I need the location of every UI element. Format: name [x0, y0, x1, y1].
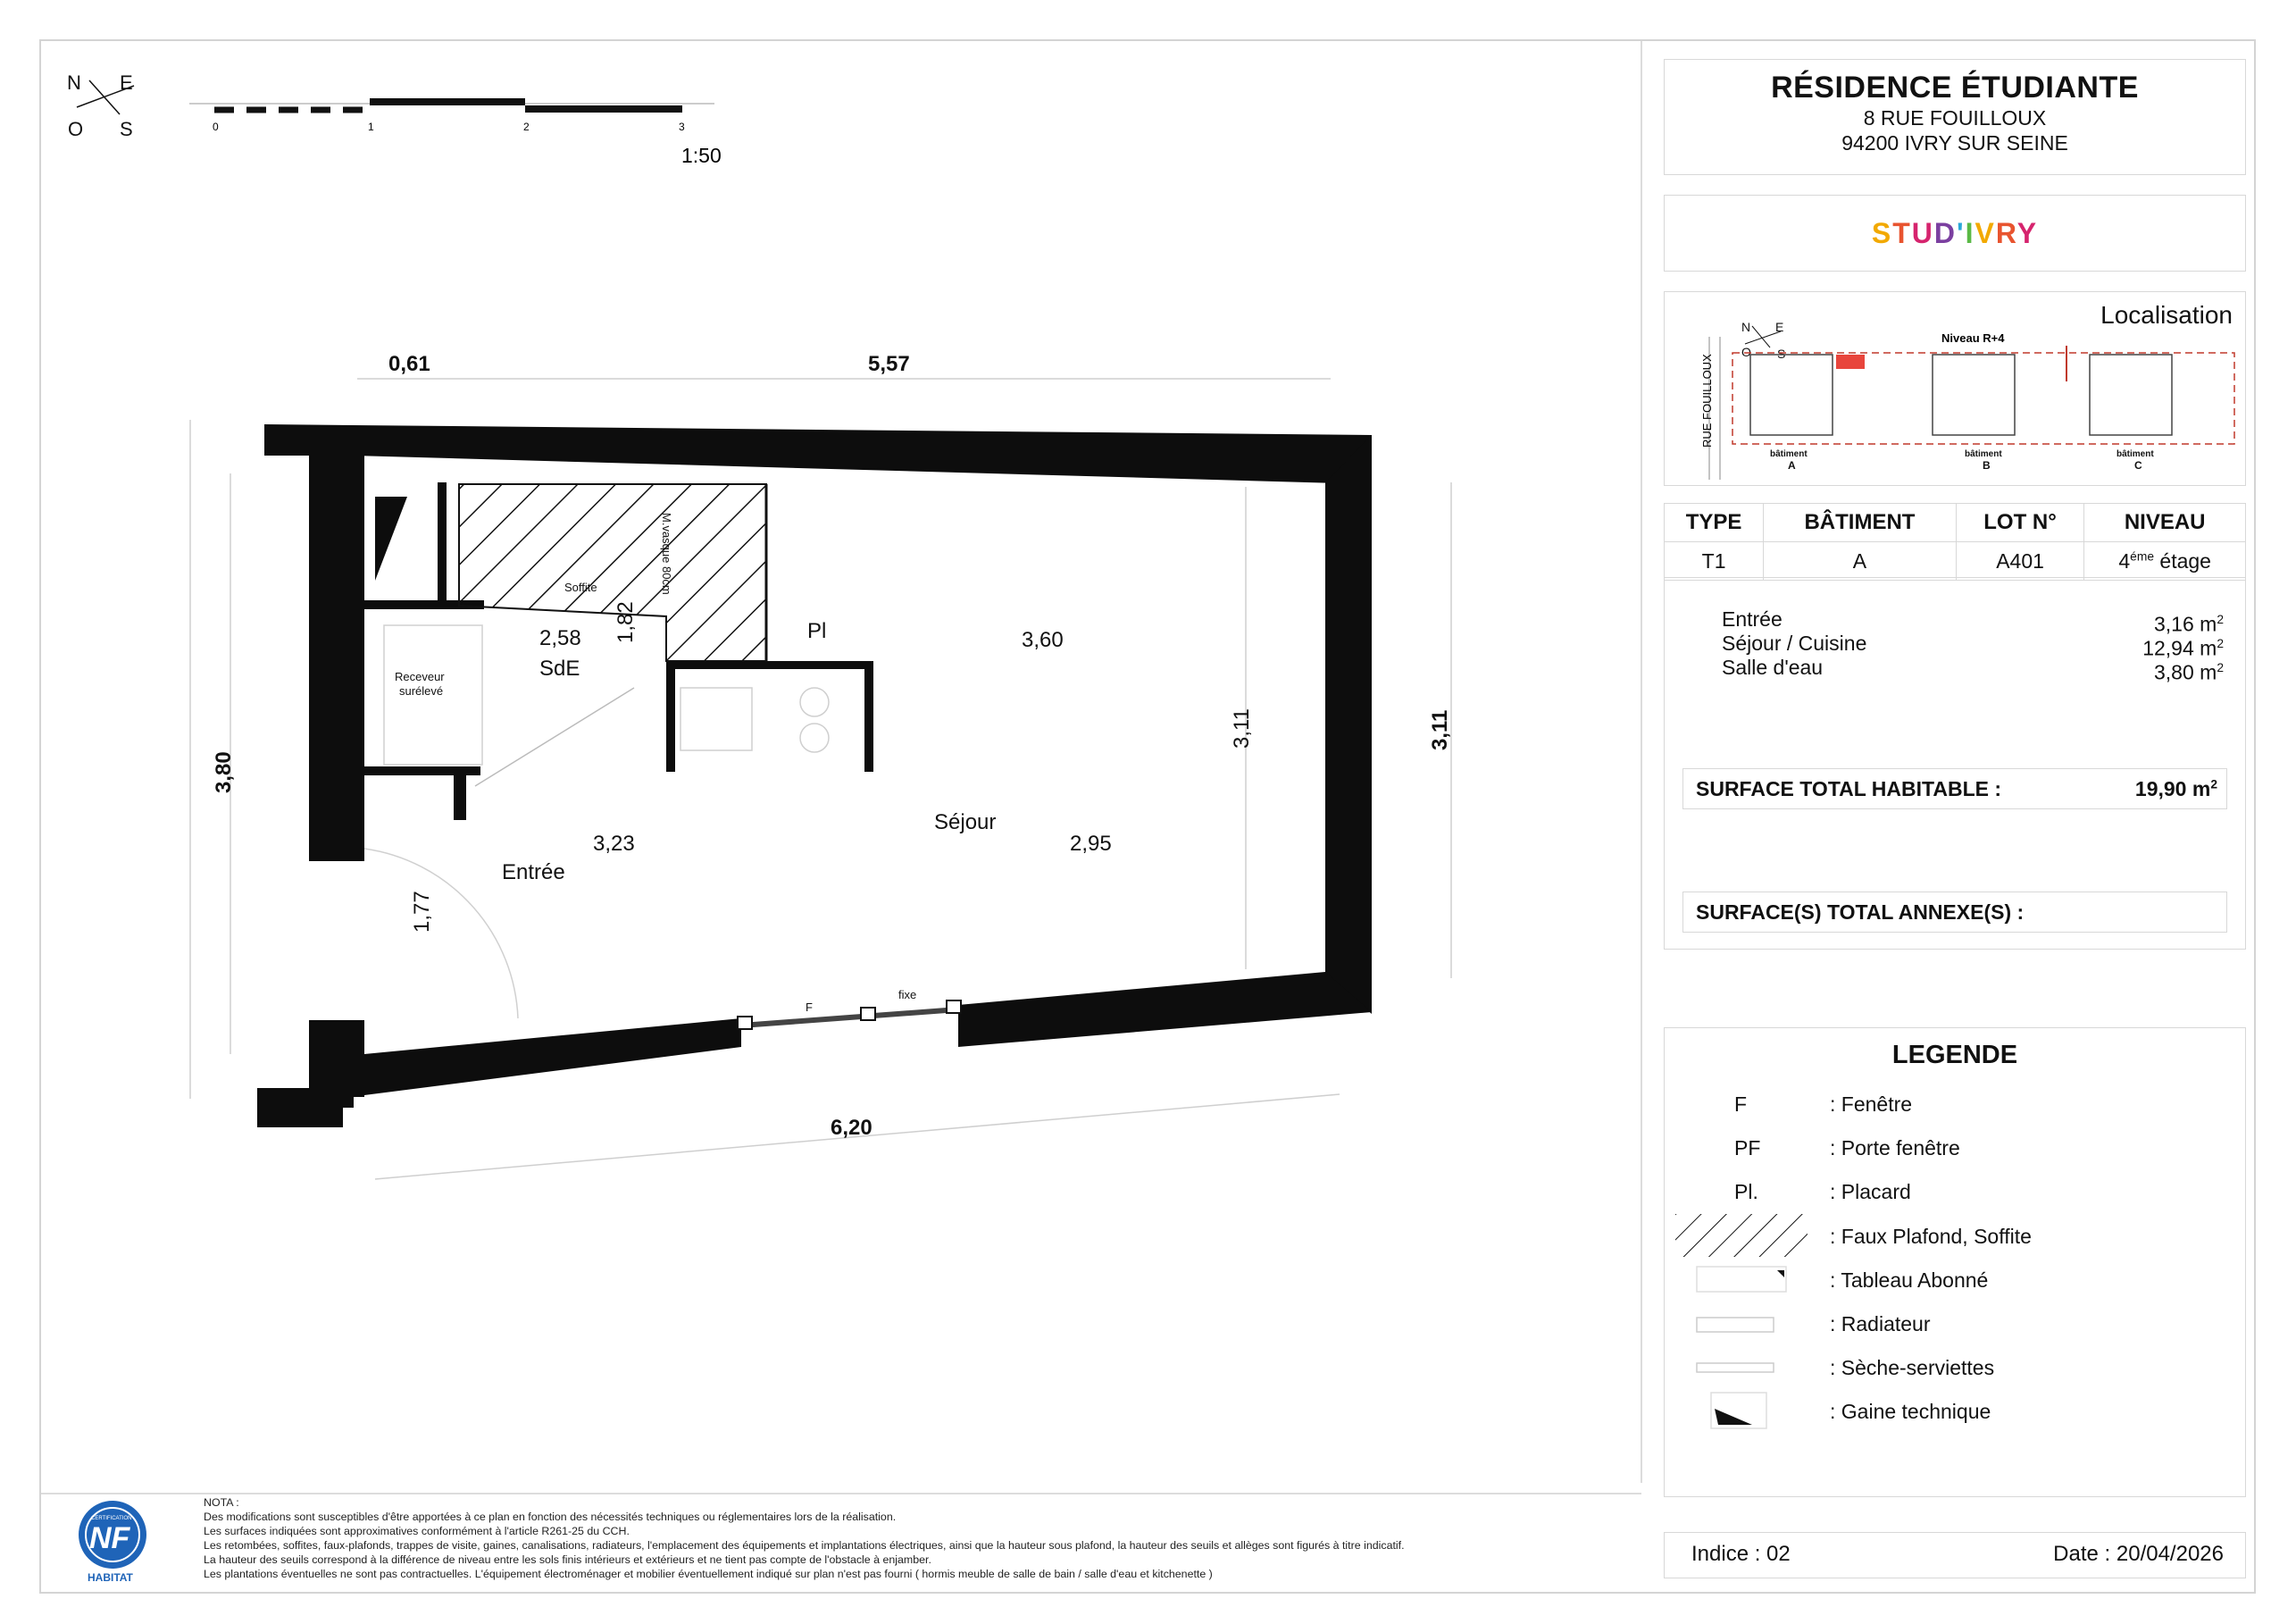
scale-tick-3: 3	[679, 121, 685, 133]
building-a-name: A	[1788, 459, 1796, 472]
note-line: Les plantations éventuelles ne sont pas contractuelles. L'équipement électroménager et mobilier éventuellement indiqué sur plan n'est pas fourni ( hormis meuble de salle de bain / salle d'eau et kitchenette )	[204, 1568, 1213, 1580]
note-line: Les retombées, soffites, faux-plafonds, trappes de visite, gaines, canalisations, radiateurs, l'emplacement des équipements et implantations électriques, ainsi que la hauteur sous plafond, la hauteur des seuils et allèges sont figurés à titre indicatif.	[204, 1539, 1405, 1552]
date: Date : 20/04/2026	[2053, 1542, 2224, 1566]
street-label: RUE FOUILLOUX	[1700, 354, 1714, 448]
legend-title: LEGENDE	[1891, 1041, 2018, 1069]
plan-compass	[67, 71, 134, 140]
batiment-value: A	[1764, 542, 1957, 581]
address-line-2: 94200 IVRY SUR SEINE	[1841, 131, 2068, 155]
legend-item-pf: PF : Porte fenêtre	[1734, 1136, 1960, 1159]
building-a-top: bâtiment	[1770, 449, 1808, 459]
note-title: NOTA :	[204, 1496, 239, 1509]
col-type: TYPE	[1665, 504, 1764, 542]
scale-tick-0: 0	[213, 121, 219, 133]
legend-item-gaine: : Gaine technique	[1665, 1394, 2245, 1430]
label-vasque: M.vasque 80cm	[660, 513, 673, 595]
address-line-1: 8 RUE FOUILLOUX	[1863, 106, 2047, 130]
room-sde: SdE	[539, 657, 580, 681]
dim-right-inner: 3,11	[1230, 708, 1254, 749]
room-sejour: Séjour	[934, 810, 997, 834]
hatch-icon	[1675, 1214, 1809, 1259]
scale-bar	[189, 98, 722, 167]
building-c-name: C	[2134, 459, 2142, 472]
dim-entree-width: 3,23	[593, 832, 635, 856]
scale-ratio: 1:50	[681, 144, 722, 167]
dim-sde-height: 1,82	[614, 601, 638, 643]
legend-panel	[1664, 1027, 2246, 1497]
lot-value: A401	[1956, 542, 2084, 581]
nf-label: HABITAT	[88, 1571, 133, 1584]
lot-info-table	[1665, 504, 2245, 581]
type-value: T1	[1665, 542, 1764, 581]
dim-bottom: 6,20	[831, 1116, 872, 1140]
label-sureleve: surélevé	[399, 684, 444, 698]
towel-dryer-icon	[1695, 1351, 1793, 1386]
building-c-top: bâtiment	[2116, 449, 2154, 459]
soffit-hatch	[459, 484, 766, 661]
label-window-fixe: fixe	[898, 988, 917, 1001]
nf-ring-text: CERTIFICATION	[91, 1516, 132, 1521]
surface-annexe-box	[1682, 892, 2227, 933]
lot-highlight	[1836, 355, 1865, 369]
legend-item-pl: Pl. : Placard	[1734, 1180, 1911, 1203]
building-outlines	[1750, 355, 2172, 435]
sde-door-leaf	[475, 688, 634, 786]
radiator-icon	[1695, 1307, 1793, 1343]
scale-tick-2: 2	[523, 121, 530, 133]
site-compass-s: S	[1777, 347, 1786, 361]
scale-tick-1: 1	[368, 121, 374, 133]
legend-item-seche: : Sèche-serviettes	[1665, 1351, 2245, 1386]
surface-row: Entrée 3,16 $m^2$	[1722, 607, 2224, 636]
surface-annexe-label: SURFACE(S) TOTAL ANNEXE(S) :	[1696, 900, 2025, 924]
site-plan	[1665, 292, 2245, 485]
compass-o: O	[68, 118, 84, 140]
footer-panel	[1664, 1532, 2246, 1578]
level-label: Niveau R+4	[1941, 331, 2005, 345]
legal-note	[204, 1495, 1632, 1581]
residence-title: RÉSIDENCE ÉTUDIANTE	[1771, 71, 2139, 105]
building-b-top: bâtiment	[1965, 449, 2002, 459]
studivry-logo	[1665, 217, 2245, 250]
duct-icon	[1709, 1391, 1808, 1432]
compass-e: E	[120, 71, 133, 94]
building-b-name: B	[1983, 459, 1991, 472]
niveau-value: $4^{éme}$ étage	[2118, 548, 2211, 573]
legend-item-soffite: : Faux Plafond, Soffite	[1665, 1219, 2245, 1255]
header-panel	[1664, 59, 2246, 175]
brand-panel	[1664, 195, 2246, 272]
nf-habitat-logo	[79, 1501, 146, 1584]
dim-entry-door: 1,77	[410, 891, 434, 933]
logo-text: STUD'IVRY	[1871, 217, 2039, 249]
info-panel	[1664, 503, 2246, 950]
dim-top-main: 5,57	[868, 352, 910, 376]
dim-left: 3,80	[212, 751, 236, 793]
note-line: Des modifications sont susceptibles d'être apportées à ce plan en fonction des nécessités techniques ou réglementaires lors de la réalisation.	[204, 1511, 897, 1523]
dim-sejour-depth: 2,95	[1070, 832, 1112, 856]
legend-item-tableau: : Tableau Abonné	[1665, 1263, 2245, 1299]
room-entree: Entrée	[502, 860, 565, 884]
surface-total-box	[1682, 768, 2227, 809]
dim-sejour-width: 3,60	[1022, 628, 1064, 652]
surface-row: Salle d'eau 3,80 $m^2$	[1722, 656, 2224, 684]
technical-duct	[375, 497, 407, 581]
site-compass-o: O	[1741, 345, 1751, 359]
note-line: La hauteur des seuils correspond à la différence de niveau entre les sols finis intérieurs et extérieurs et ne tient pas compte de l'obstacle à enjamber.	[204, 1553, 931, 1566]
dim-right-outer: 3,11	[1428, 709, 1452, 750]
dim-top-left: 0,61	[388, 352, 430, 376]
label-receveur: Receveur	[395, 670, 445, 683]
site-compass-n: N	[1741, 320, 1751, 334]
surface-total-value: 19,90 $m^2$	[2134, 777, 2217, 800]
legend-item-radiateur: : Radiateur	[1665, 1307, 2245, 1343]
window-f[interactable]	[738, 1000, 961, 1029]
legend-item-f: F : Fenêtre	[1734, 1092, 1913, 1116]
site-boundary	[1732, 353, 2234, 444]
building-labels	[1770, 449, 2154, 472]
panel-icon	[1695, 1263, 1793, 1299]
note-line: Les surfaces indiquées sont approximatives conformément à l'article R261-25 du CCH.	[204, 1525, 630, 1537]
compass-n: N	[67, 71, 81, 94]
nf-text: NF	[89, 1521, 130, 1555]
label-soffite: Soffite	[564, 581, 597, 594]
entry-door-arc	[364, 849, 518, 1018]
localisation-panel	[1664, 291, 2246, 486]
localisation-title: Localisation	[2100, 301, 2233, 329]
col-lot: LOT N°	[1956, 504, 2084, 542]
col-niveau: NIVEAU	[2084, 504, 2245, 542]
indice: Indice : 02	[1691, 1542, 1791, 1566]
label-window-f: F	[806, 1000, 813, 1014]
surface-row: Séjour / Cuisine 12,94 $m^2$	[1722, 632, 2224, 660]
compass-s: S	[120, 118, 133, 140]
site-compass-e: E	[1775, 320, 1784, 334]
room-placard: Pl	[807, 619, 827, 643]
surface-total-label: SURFACE TOTAL HABITABLE :	[1696, 777, 2002, 800]
col-batiment: BÂTIMENT	[1764, 504, 1957, 542]
kitchenette	[680, 688, 829, 752]
dim-sde-area: 2,58	[539, 626, 581, 650]
